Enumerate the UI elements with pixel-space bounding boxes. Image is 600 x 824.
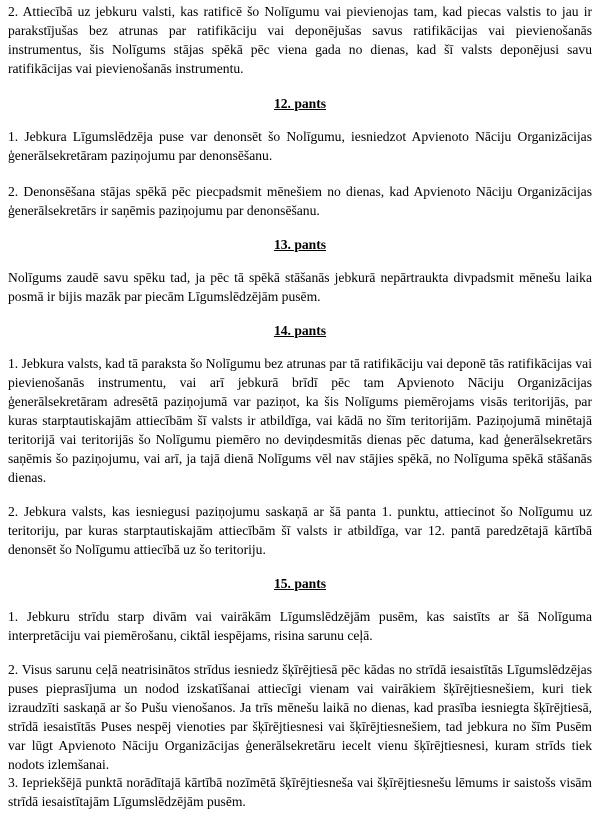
article-12-heading: 12. pants bbox=[273, 96, 327, 111]
article-14-heading: 14. pants bbox=[273, 323, 327, 338]
article-11-paragraph-2: 2. Attiecībā uz jebkuru valsti, kas ratificē šo Nolīgumu vai pievienojas tam, kad piecas valstis to jau ir parakstījušas bez atrunas par ratifikāciju vai deponējušas savus ratifikācijas vai pievienošanās instrumentus, šis Nolīgums stājas spēkā pēc viena gada no dienas, kad šī valsts deponējusi savu ratifikācijas vai pievienošanās instrumentu. bbox=[8, 4, 592, 76]
article-12-paragraph-2: 2. Denonsēšana stājas spēkā pēc piecpadsmit mēnešiem no dienas, kad Apvienoto Nāciju Organizācijas ģenerālsekretārs ir saņēmis paziņojumu par denonsēšanu. bbox=[8, 184, 592, 218]
article-14-paragraph-1: 1. Jebkura valsts, kad tā paraksta šo Nolīgumu bez atrunas par tā ratifikāciju vai deponē tās ratifikācijas vai pievienošanās instrumentu, vai arī jebkurā brīdī pēc tam Apvienoto Nāciju Organizācijas ģenerālsekretāram adresētā paziņojumā var paziņot, ka šis Nolīgums piemērojams visās teritorijās, par kuras starptautiskajām attiecībām šī valsts ir atbildīga, vai kādā no šīm teritorijām. Paziņojumā minētajā teritorijā vai teritorijās šo Nolīgumu piemēro no deviņdesmitās dienas pēc datuma, kad ģenerālsekretārs saņēmis šo paziņojumu, vai arī, ja tajā dienā Nolīgums vēl nav stājies spēkā, no Nolīguma spēkā stāšanās dienas. bbox=[8, 356, 592, 485]
article-15-paragraph-3: 3. Iepriekšējā punktā norādītajā kārtībā nozīmētā šķīrējtiesneša vai šķīrējtiesnešu lēmums ir saistošs visām strīdā iesaistītajām Līgumslēdzējām pusēm. bbox=[8, 775, 592, 809]
article-14-paragraph-2: 2. Jebkura valsts, kas iesniegusi paziņojumu saskaņā ar šā panta 1. punktu, attiecinot šo Nolīgumu uz teritoriju, par kuras starptautiskajām attiecībām šī valsts ir atbildīga, var 12. pantā paredzētajā kārtībā denonsēt šo Nolīgumu attiecībā uz šo teritoriju. bbox=[8, 504, 592, 557]
article-12-paragraph-1: 1. Jebkura Līgumslēdzēja puse var denonsēt šo Nolīgumu, iesniedzot Apvienoto Nāciju Organizācijas ģenerālsekretāram paziņojumu par denonsēšanu. bbox=[8, 129, 592, 163]
article-13-paragraph: Nolīgums zaudē savu spēku tad, ja pēc tā spēkā stāšanās jebkurā nepārtraukta divpadsmit mēnešu laika posmā ir bijis mazāk par piecām Līgumslēdzējām pusēm. bbox=[8, 270, 592, 304]
article-15-paragraph-1: 1. Jebkuru strīdu starp divām vai vairākām Līgumslēdzējām pusēm, kas saistīts ar šā Nolīguma interpretāciju vai piemērošanu, ciktāl iespējams, risina sarunu ceļā. bbox=[8, 609, 592, 643]
article-15-paragraph-2: 2. Visus sarunu ceļā neatrisinātos strīdus iesniedz šķīrējtiesā pēc kādas no strīdā iesaistītās Līgumslēdzējas puses pieprasījuma un nodod izskatīšanai attiecīgi vienam vai vairākiem šķīrējtiesnešiem, kuri tiek izraudzīti saskaņā ar šo Pušu vienošanos. Ja trīs mēnešu laikā no dienas, kad prasība iesniegta šķīrējtiesā, strīdā iesaistītās Puses nespēj vienoties par šķīrējtiesnesi vai šķīrējtiesnešiem, tad jebkura no šīm Pusēm var lūgt Apvienoto Nāciju Organizācijas ģenerālsekretāru iecelt vienu šķīrējtiesnesi, kuram strīds tiek nodots izlemšanai. bbox=[8, 662, 592, 772]
article-13-heading: 13. pants bbox=[273, 237, 327, 252]
article-15-heading: 15. pants bbox=[273, 576, 327, 591]
